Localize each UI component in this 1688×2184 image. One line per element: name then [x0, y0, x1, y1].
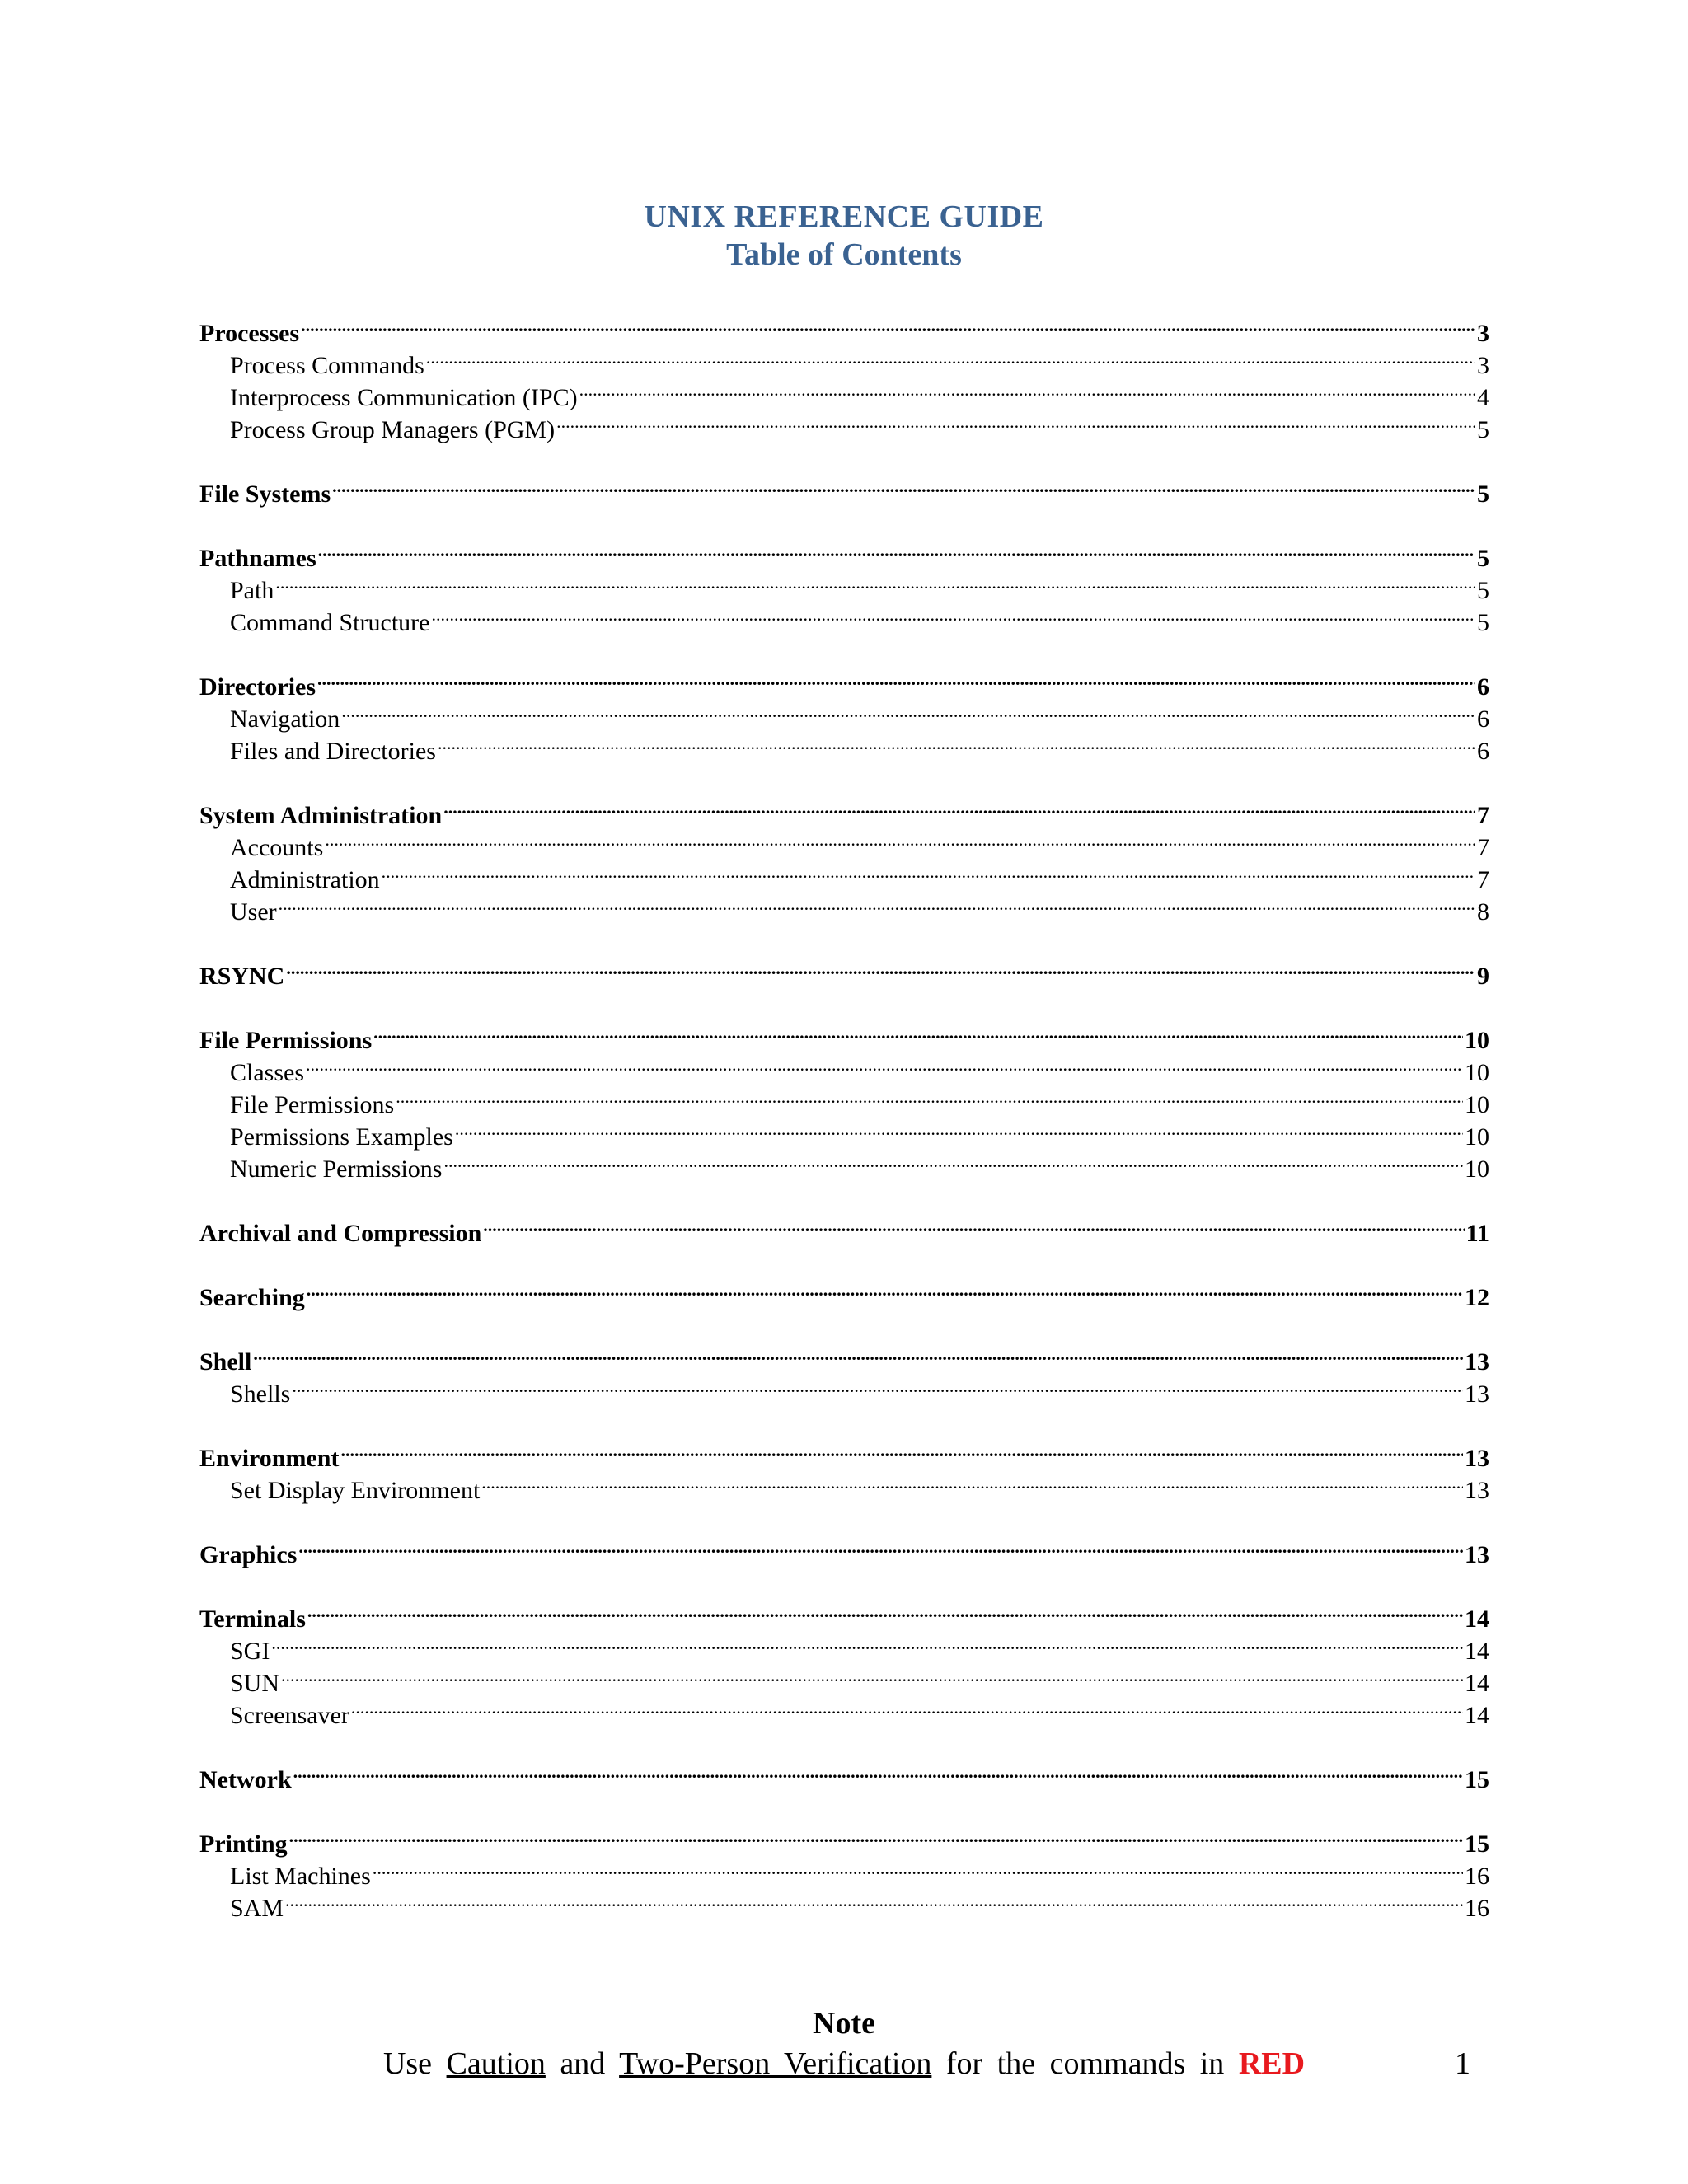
toc-subentry[interactable] [199, 1691, 1489, 1729]
toc-entry-label: Shells [230, 1380, 291, 1408]
toc-leader-dots [279, 888, 1475, 920]
toc-entry-page: 14 [1465, 1670, 1489, 1697]
toc-leader-dots [301, 309, 1475, 341]
note-red-word: RED [1238, 2046, 1306, 2081]
toc-section [199, 1820, 1489, 1922]
toc-leader-dots [341, 695, 1475, 727]
toc-entry-label: RSYNC [199, 963, 285, 990]
toc-entry-page: 5 [1477, 577, 1489, 604]
toc-leader-dots [285, 1884, 1463, 1916]
toc-leader-dots [483, 1209, 1464, 1241]
toc-leader-dots [318, 534, 1475, 566]
toc-leader-dots [307, 1273, 1463, 1305]
toc-heading: Table of Contents [726, 237, 962, 272]
toc-entry-label: File Systems [199, 480, 331, 508]
toc-leader-dots [443, 791, 1475, 823]
toc-entry[interactable] [199, 1209, 1489, 1247]
toc-entry[interactable] [199, 470, 1489, 508]
toc-entry[interactable] [199, 1595, 1489, 1633]
toc-entry-label: Files and Directories [230, 738, 436, 765]
toc-section [199, 1595, 1489, 1729]
toc-entry-label: File Permissions [199, 1027, 373, 1054]
toc-entry-label: Environment [199, 1445, 340, 1472]
note-and: and [560, 2046, 606, 2081]
toc-entry-label: Navigation [230, 705, 340, 733]
toc-entry-page: 5 [1477, 609, 1489, 636]
toc-entry-page: 5 [1477, 416, 1489, 443]
toc-entry-page: 6 [1477, 673, 1489, 701]
toc-section [199, 1209, 1489, 1247]
toc-entry-page: 10 [1465, 1027, 1489, 1054]
toc-entry[interactable] [199, 663, 1489, 701]
toc-entry-label: Printing [199, 1830, 288, 1858]
toc-entry-label: Shell [199, 1348, 252, 1376]
toc-section [199, 1273, 1489, 1311]
toc-section [199, 1755, 1489, 1793]
toc-entry-label: System Administration [199, 802, 443, 829]
toc-leader-dots [332, 470, 1475, 502]
toc-entry-label: Accounts [230, 834, 324, 861]
toc-subentry[interactable] [199, 598, 1489, 636]
toc-entry[interactable] [199, 1016, 1489, 1054]
toc-entry[interactable] [199, 1755, 1489, 1793]
toc-entry-label: Terminals [199, 1605, 306, 1633]
toc-section [199, 952, 1489, 990]
toc-entry-page: 7 [1477, 834, 1489, 861]
toc-entry-label: Process Commands [230, 352, 424, 379]
document-title: UNIX REFERENCE GUIDE [644, 199, 1044, 234]
toc-entry-page: 15 [1465, 1766, 1489, 1793]
toc-entry-page: 10 [1465, 1155, 1489, 1183]
toc-entry[interactable] [199, 1434, 1489, 1472]
toc-leader-dots [373, 1016, 1463, 1048]
toc-entry-page: 13 [1465, 1477, 1489, 1504]
toc-subentry[interactable] [199, 341, 1489, 379]
toc-subentry[interactable] [199, 888, 1489, 926]
toc-subentry[interactable] [199, 1852, 1489, 1890]
toc-section [199, 663, 1489, 765]
toc-entry[interactable] [199, 952, 1489, 990]
toc-section [199, 1016, 1489, 1183]
toc-subentry[interactable] [199, 695, 1489, 733]
toc-entry[interactable] [199, 1338, 1489, 1376]
toc-leader-dots [286, 952, 1475, 984]
toc-entry-label: Processes [199, 320, 300, 347]
toc-leader-dots [426, 341, 1475, 373]
toc-entry[interactable] [199, 1273, 1489, 1311]
toc-entry-label: Classes [230, 1059, 304, 1086]
toc-subentry[interactable] [199, 566, 1489, 604]
toc-entry-page: 15 [1465, 1830, 1489, 1858]
toc-leader-dots [275, 566, 1475, 598]
toc-entry-page: 4 [1477, 384, 1489, 411]
page-number: 1 [1455, 2046, 1470, 2081]
toc-entry-page: 5 [1477, 545, 1489, 572]
toc-entry-label: Searching [199, 1284, 305, 1311]
toc-entry[interactable] [199, 791, 1489, 829]
toc-leader-dots [438, 727, 1475, 759]
toc-section [199, 470, 1489, 508]
toc-leader-dots [455, 1113, 1463, 1145]
toc-leader-dots [382, 855, 1475, 888]
toc-entry-label: SAM [230, 1895, 284, 1922]
toc-entry-label: Path [230, 577, 274, 604]
toc-entry-page: 14 [1465, 1702, 1489, 1729]
toc-leader-dots [307, 1595, 1463, 1627]
toc-entry-page: 13 [1465, 1348, 1489, 1376]
toc-entry-label: Network [199, 1766, 292, 1793]
toc-entry-label: Permissions Examples [230, 1123, 453, 1151]
toc-entry-label: Screensaver [230, 1702, 349, 1729]
note-text [0, 2045, 1688, 2083]
toc-entry-page: 10 [1465, 1059, 1489, 1086]
toc-leader-dots [431, 598, 1475, 630]
toc-entry-page: 3 [1477, 352, 1489, 379]
title-block [0, 198, 1688, 274]
toc-entry-page: 9 [1477, 963, 1489, 990]
toc-leader-dots [340, 1434, 1463, 1466]
toc-section [199, 1338, 1489, 1408]
toc-entry-page: 6 [1477, 738, 1489, 765]
toc-entry-label: Archival and Compression [199, 1220, 482, 1247]
toc-section [199, 309, 1489, 443]
toc-entry-page: 6 [1477, 705, 1489, 733]
toc-leader-dots [317, 663, 1475, 695]
toc-leader-dots [292, 1370, 1463, 1402]
toc-leader-dots [298, 1530, 1463, 1563]
note-caution: Caution [446, 2046, 546, 2081]
toc-entry[interactable] [199, 1820, 1489, 1858]
toc-leader-dots [281, 1659, 1463, 1691]
note-middle: for the commands in [945, 2046, 1225, 2081]
toc-entry-label: Directories [199, 673, 316, 701]
toc-entry-label: Process Group Managers (PGM) [230, 416, 556, 443]
toc-leader-dots [253, 1338, 1463, 1370]
note-verification: Two-Person Verification [619, 2046, 932, 2081]
toc-subentry[interactable] [199, 1659, 1489, 1697]
toc-entry[interactable] [199, 309, 1489, 347]
toc-subentry[interactable] [199, 823, 1489, 861]
toc-leader-dots [293, 1755, 1463, 1788]
toc-leader-dots [373, 1852, 1463, 1884]
toc-entry-page: 10 [1465, 1123, 1489, 1151]
toc-leader-dots [396, 1080, 1463, 1113]
toc-entry[interactable] [199, 1530, 1489, 1568]
toc-entry-label: Graphics [199, 1541, 298, 1568]
toc-entry-page: 13 [1465, 1445, 1489, 1472]
toc-leader-dots [481, 1466, 1463, 1498]
toc-entry-label: SGI [230, 1638, 270, 1665]
toc-subentry[interactable] [199, 855, 1489, 893]
toc-entry-label: Pathnames [199, 545, 316, 572]
toc-leader-dots [579, 373, 1475, 405]
toc-entry-label: File Permissions [230, 1091, 395, 1118]
toc-leader-dots [289, 1820, 1463, 1852]
note-block [0, 2004, 1688, 2042]
toc-leader-dots [351, 1691, 1463, 1723]
toc-entry-page: 3 [1477, 320, 1489, 347]
toc-entry-label: User [230, 898, 277, 926]
toc-leader-dots [325, 823, 1475, 855]
toc-entry-page: 11 [1465, 1220, 1489, 1247]
toc-entry-page: 16 [1465, 1863, 1489, 1890]
toc-section [199, 1530, 1489, 1568]
toc-leader-dots [271, 1627, 1463, 1659]
note-prefix: Use [382, 2046, 433, 2081]
toc-entry-label: Administration [230, 866, 380, 893]
toc-entry-page: 5 [1477, 480, 1489, 508]
toc-entry-label: Command Structure [230, 609, 430, 636]
toc-entry-page: 16 [1465, 1895, 1489, 1922]
toc-subentry[interactable] [199, 1466, 1489, 1504]
toc-entry-page: 14 [1465, 1638, 1489, 1665]
toc-entry-page: 12 [1465, 1284, 1489, 1311]
note-heading: Note [813, 2006, 875, 2041]
toc-section [199, 791, 1489, 926]
table-of-contents [199, 309, 1489, 1948]
toc-leader-dots [443, 1145, 1463, 1177]
toc-entry-page: 10 [1465, 1091, 1489, 1118]
toc-subentry[interactable] [199, 1048, 1489, 1086]
toc-entry-label: Set Display Environment [230, 1477, 481, 1504]
toc-leader-dots [556, 405, 1475, 438]
toc-section [199, 534, 1489, 636]
toc-subentry[interactable] [199, 1627, 1489, 1665]
toc-subentry[interactable] [199, 1080, 1489, 1118]
toc-entry-page: 13 [1465, 1541, 1489, 1568]
toc-entry-label: SUN [230, 1670, 280, 1697]
toc-entry-label: Interprocess Communication (IPC) [230, 384, 578, 411]
toc-section [199, 1434, 1489, 1504]
toc-entry-page: 8 [1477, 898, 1489, 926]
toc-leader-dots [306, 1048, 1463, 1080]
toc-entry-page: 7 [1477, 866, 1489, 893]
toc-subentry[interactable] [199, 1884, 1489, 1922]
toc-entry-page: 14 [1465, 1605, 1489, 1633]
toc-subentry[interactable] [199, 1370, 1489, 1408]
toc-entry-page: 13 [1465, 1380, 1489, 1408]
toc-subentry[interactable] [199, 727, 1489, 765]
toc-entry[interactable] [199, 534, 1489, 572]
toc-entry-label: List Machines [230, 1863, 371, 1890]
toc-entry-label: Numeric Permissions [230, 1155, 443, 1183]
toc-entry-page: 7 [1477, 802, 1489, 829]
